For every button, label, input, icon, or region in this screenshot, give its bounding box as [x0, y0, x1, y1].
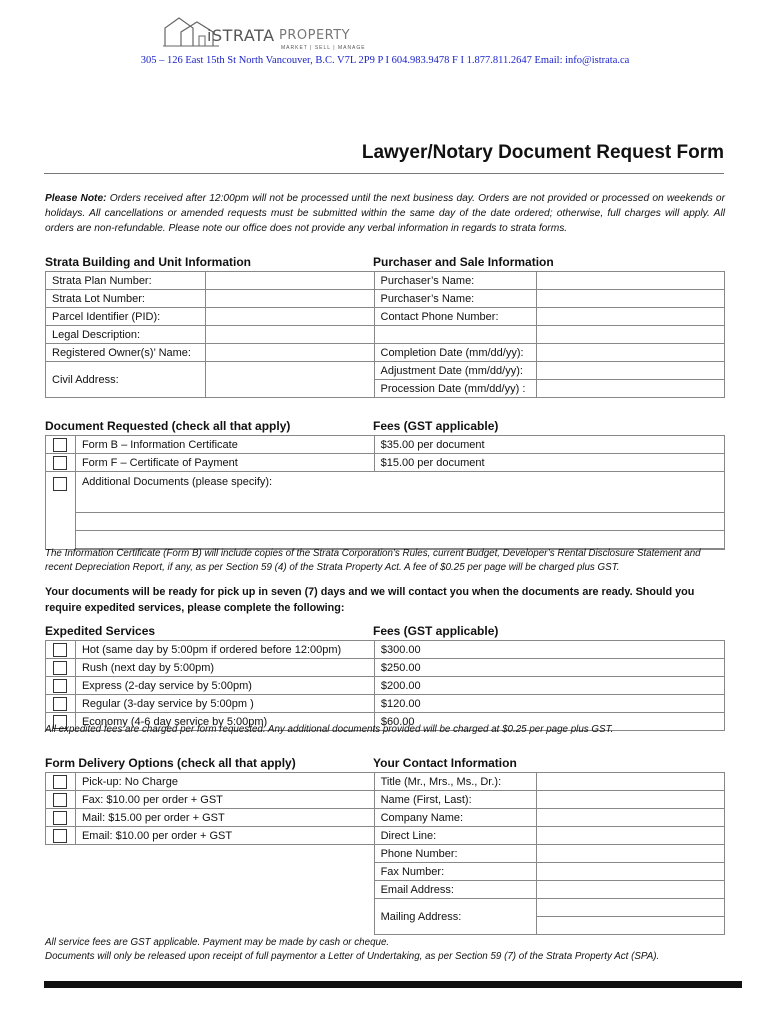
form-b-checkbox[interactable] — [53, 438, 67, 452]
table-row — [46, 454, 725, 472]
additional-documents-checkbox[interactable] — [53, 477, 67, 491]
additional-documents-line-1[interactable] — [75, 513, 724, 531]
table-row — [46, 881, 725, 899]
spacer — [46, 863, 375, 881]
table-row — [46, 827, 725, 845]
email-checkbox[interactable] — [53, 829, 67, 843]
pickup-label: Pick-up: No Charge — [75, 773, 374, 791]
table-row — [46, 899, 725, 917]
email-address-field[interactable] — [537, 881, 725, 899]
regular-checkbox-cell — [46, 695, 76, 713]
pid-field[interactable] — [205, 308, 374, 326]
fax-delivery-label: Fax: $10.00 per order + GST — [75, 791, 374, 809]
purchaser-name-2-label: Purchaser’s Name: — [374, 290, 537, 308]
contact-heading: Your Contact Information — [373, 756, 517, 770]
table-row — [46, 791, 725, 809]
form-f-label: Form F – Certificate of Payment — [75, 454, 374, 472]
contact-phone-field[interactable] — [537, 308, 725, 326]
note-label: Please Note: — [45, 193, 107, 204]
footer-line-2: Documents will only be released upon receipt of full paymentor a Letter of Undertaking, as per Section 59 (7) of the Strata Property Act (SPA). — [45, 951, 660, 962]
logo-main: PROPERTY — [279, 28, 351, 43]
table-row — [46, 641, 725, 659]
company-logo — [163, 14, 383, 54]
purchaser-name-label: Purchaser’s Name: — [374, 272, 537, 290]
expedited-fees-heading: Fees (GST applicable) — [373, 624, 499, 638]
completion-date-label: Completion Date (mm/dd/yy): — [374, 344, 537, 362]
blank-field — [537, 326, 725, 344]
strata-purchaser-table — [45, 271, 725, 398]
hot-fee: $300.00 — [374, 641, 724, 659]
logo-tagline: MARKET | SELL | MANAGE — [281, 45, 366, 51]
express-label: Express (2-day service by 5:00pm) — [75, 677, 374, 695]
adjustment-date-label: Adjustment Date (mm/dd/yy): — [374, 362, 537, 380]
economy-fee: $60.00 — [374, 713, 724, 731]
name-field[interactable] — [537, 791, 725, 809]
delivery-heading: Form Delivery Options (check all that apply) — [45, 756, 296, 770]
civil-address-label: Civil Address: — [46, 362, 206, 398]
direct-line-label: Direct Line: — [374, 827, 537, 845]
regular-fee: $120.00 — [374, 695, 724, 713]
documents-heading: Document Requested (check all that apply) — [45, 419, 291, 433]
mailing-address-field-2[interactable] — [537, 917, 725, 935]
adjustment-date-field[interactable] — [537, 362, 725, 380]
expedited-table — [45, 640, 725, 731]
mail-delivery-label: Mail: $15.00 per order + GST — [75, 809, 374, 827]
fax-number-field[interactable] — [537, 863, 725, 881]
rush-checkbox[interactable] — [53, 661, 67, 675]
fax-number-label: Fax Number: — [374, 863, 537, 881]
form-b-checkbox-cell — [46, 436, 76, 454]
express-checkbox[interactable] — [53, 679, 67, 693]
contact-phone-label: Contact Phone Number: — [374, 308, 537, 326]
table-row — [46, 272, 725, 290]
legal-description-field[interactable] — [205, 326, 374, 344]
phone-number-label: Phone Number: — [374, 845, 537, 863]
civil-address-field[interactable] — [205, 362, 374, 398]
hot-checkbox[interactable] — [53, 643, 67, 657]
rush-fee: $250.00 — [374, 659, 724, 677]
fax-checkbox[interactable] — [53, 793, 67, 807]
table-row — [46, 513, 725, 531]
hot-checkbox-cell — [46, 641, 76, 659]
table-row — [46, 531, 725, 549]
hot-label: Hot (same day by 5:00pm if ordered before 12:00pm) — [75, 641, 374, 659]
rush-label: Rush (next day by 5:00pm) — [75, 659, 374, 677]
ready-note: Your documents will be ready for pick up in seven (7) days and we will contact you when the documents are ready. Should you require expedited services, please complete the following: — [45, 586, 695, 614]
form-f-checkbox[interactable] — [53, 456, 67, 470]
footer-line-1: All service fees are GST applicable. Payment may be made by cash or cheque. — [45, 937, 390, 948]
fax-checkbox-cell — [46, 791, 76, 809]
email-delivery-label: Email: $10.00 per order + GST — [75, 827, 374, 845]
mail-checkbox-cell — [46, 809, 76, 827]
regular-label: Regular (3-day service by 5:00pm ) — [75, 695, 374, 713]
email-checkbox-cell — [46, 827, 76, 845]
table-row — [46, 809, 725, 827]
mail-checkbox[interactable] — [53, 811, 67, 825]
express-checkbox-cell — [46, 677, 76, 695]
spacer — [46, 899, 375, 917]
registered-owner-field[interactable] — [205, 344, 374, 362]
strata-plan-field[interactable] — [205, 272, 374, 290]
purchaser-heading: Purchaser and Sale Information — [373, 255, 554, 269]
table-row — [46, 362, 725, 380]
table-row — [46, 863, 725, 881]
registered-owner-label: Registered Owner(s)’ Name: — [46, 344, 206, 362]
additional-documents-label: Additional Documents (please specify): — [75, 472, 724, 513]
direct-line-field[interactable] — [537, 827, 725, 845]
purchaser-name-2-field[interactable] — [537, 290, 725, 308]
expedited-footnote: All expedited fees are charged per form requested. Any additional documents provided will be charged at $0.25 per page plus GST. — [45, 724, 614, 735]
table-row — [46, 845, 725, 863]
additional-checkbox-cell — [46, 472, 76, 550]
bottom-bar — [44, 981, 742, 988]
spacer — [46, 881, 375, 899]
table-row — [46, 677, 725, 695]
name-label: Name (First, Last): — [374, 791, 537, 809]
completion-date-field[interactable] — [537, 344, 725, 362]
title-label: Title (Mr., Mrs., Ms., Dr.): — [374, 773, 537, 791]
title-divider — [44, 173, 724, 174]
table-row — [46, 472, 725, 513]
documents-footnote: The Information Certificate (Form B) will include copies of the Strata Corporation’s Rules, current Budget, Developer’s Rental Disclosure Statement and recent Depreciation Report, if any, as per Section 59 (4) of the Strata Property Act. A fee of $0.25 per page will be charged plus GST. — [45, 548, 701, 573]
company-name-field[interactable] — [537, 809, 725, 827]
logo-prefix: iSTRATA — [207, 26, 275, 45]
table-row — [46, 344, 725, 362]
company-name-label: Company Name: — [374, 809, 537, 827]
table-row — [46, 436, 725, 454]
procession-date-field[interactable] — [537, 380, 725, 398]
note-text: Orders received after 12:00pm will not be processed until the next business day. Orders are not provided or processed on weekends or holidays. All cancellations or amended requests must be submitted within the same day of the date ordered; otherwise, full charges will apply. All orders are non-refundable. Please note our office does not provide any verbal information in regards to strata forms. — [45, 193, 725, 234]
table-row — [46, 695, 725, 713]
spacer — [46, 845, 375, 863]
pickup-checkbox-cell — [46, 773, 76, 791]
strata-lot-field[interactable] — [205, 290, 374, 308]
legal-description-label: Legal Description: — [46, 326, 206, 344]
pid-label: Parcel Identifier (PID): — [46, 308, 206, 326]
purchaser-name-field[interactable] — [537, 272, 725, 290]
title-field[interactable] — [537, 773, 725, 791]
please-note — [45, 191, 725, 236]
expedited-heading: Expedited Services — [45, 624, 156, 638]
form-b-fee: $35.00 per document — [374, 436, 724, 454]
strata-heading: Strata Building and Unit Information — [45, 255, 251, 269]
express-fee: $200.00 — [374, 677, 724, 695]
pickup-checkbox[interactable] — [53, 775, 67, 789]
phone-number-field[interactable] — [537, 845, 725, 863]
table-row — [46, 773, 725, 791]
table-row — [46, 326, 725, 344]
company-address: 305 – 126 East 15th St North Vancouver, B.C. V7L 2P9 P I 604.983.9478 F I 1.877.811.2647 Email: info@istrata.ca — [140, 55, 630, 66]
spacer — [46, 917, 375, 935]
delivery-contact-table — [45, 772, 725, 935]
rush-checkbox-cell — [46, 659, 76, 677]
regular-checkbox[interactable] — [53, 697, 67, 711]
form-f-checkbox-cell — [46, 454, 76, 472]
table-row — [46, 290, 725, 308]
documents-fees-heading: Fees (GST applicable) — [373, 419, 499, 433]
mailing-address-field-1[interactable] — [537, 899, 725, 917]
form-b-label: Form B – Information Certificate — [75, 436, 374, 454]
blank-label — [374, 326, 537, 344]
documents-table — [45, 435, 725, 550]
economy-label: Economy (4-6 day service by 5:00pm) — [75, 713, 374, 731]
strata-lot-label: Strata Lot Number: — [46, 290, 206, 308]
form-f-fee: $15.00 per document — [374, 454, 724, 472]
strata-plan-label: Strata Plan Number: — [46, 272, 206, 290]
email-address-label: Email Address: — [374, 881, 537, 899]
mailing-address-label: Mailing Address: — [374, 899, 537, 935]
page-title: Lawyer/Notary Document Request Form — [361, 142, 724, 163]
table-row — [46, 659, 725, 677]
additional-documents-line-2[interactable] — [75, 531, 724, 549]
table-row — [46, 308, 725, 326]
procession-date-label: Procession Date (mm/dd/yy) : — [374, 380, 537, 398]
